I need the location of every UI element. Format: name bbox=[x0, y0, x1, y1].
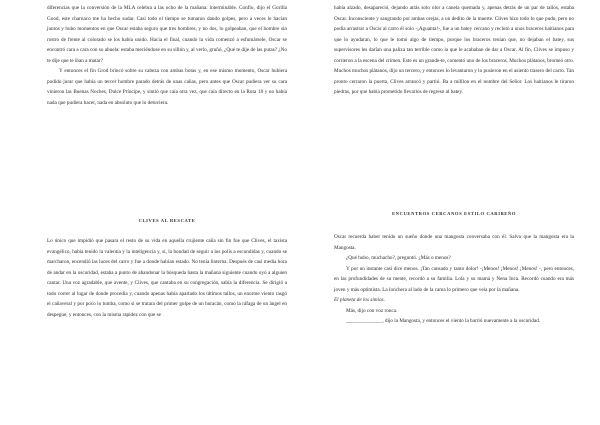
left-page bbox=[47, 3, 287, 108]
paragraph: Más, dijo con voz ronca. bbox=[346, 307, 398, 314]
right-page bbox=[334, 3, 574, 98]
paragraph: diferencias que la conversión de la MLA celebra a las ocho de la mañana: intermináble. Confio, dijo el Gorilla Good, este charnaco me ha hecho sudar. Casi todo el tiempo se tumaron dando golpes, pero a veces le hacían juntos y hubo momentos en que Oscar estaba seguro que tres hombres, y no dos, lo golpeaban, que el hombre sin rostro de frente al colorado se los había unido. Hacia el final, cuando la vida comenzó a esfumársele, Oscar se encontró cara a cara con su abuela: estaba meciéndose en su sillón y, al verlo, gruñó, ¿Qué te dije de las putas? ¿No te dije que te iban a matar? bbox=[47, 5, 287, 64]
paragraph: Lo único que impidió que pasara el resto de su vida en aquella crujiente caña sin fin fue que Clives, el taxista evangélico, había tenido la valentía y la inteligencia y, sí, la bondad de seguir a los polis a escondidas y, cuando se marcharon, encendió las luces del carro y fue a donde habían estado. No tenía linterna. Después de casi media hora de andar en la oscuridad, estaba a punto de abandonar la búsqueda hasta la mañana siguiente cuando oyó a alguien cantar. Una voz agradable, que avente, y Clives, que cantaba en su congregación, sabía la diferencia. Se dirigió a todo correr al lugar de donde procedía y, cuando apenas había apartado los últimos tallos, un enorme viento rasgó el cañaveral y por poco lo tumba, como si se tratara del primer golpe de un huracán, como la ráfaga de un ángel en despegue, y entonces, con la misma rapidez con que se bbox=[47, 238, 287, 318]
left-page-lower bbox=[47, 236, 287, 320]
section-heading: CLIVES AL RESCATE bbox=[138, 218, 196, 223]
paragraph: Y por un instante casi dice menos. ¡Tan cansado y tanto dolor! -¡Menos! ¡Menos! ¡Menos! -, pero entonces, en las profundidades de su mente, recordó a su familia. Lola y su mamá y Nena Inca. Recordó cuando era más joven y más optimista. La lonchera al lado de la cama lo primero que veía por la mañana. bbox=[334, 265, 574, 293]
section-heading: ENCUENTROS CERCANOS ESTILO CARIBEÑO bbox=[392, 211, 516, 216]
paragraph: Oscar recuerda haber tenido un sueño donde una mangosta conversaba con él. Salvo que la mangosta era la Mangosta. bbox=[334, 234, 574, 251]
italic-title: El planeta de los simios. bbox=[334, 297, 385, 303]
right-page-lower bbox=[334, 232, 574, 327]
paragraph: había alzado, desapareció, dejando atrás solo olor a canela quemada y, apenas detrás de un par de tallos, estaba Oscar. Inconsciente y sangrando por ambas orejas, a un dedito de la muerte. Clives hizo todo lo que pudo, pero no podía arrastrar a Oscar al carro él solo -¡Aguanta!-, fue a un batey cercano y reclutó a unos braceros haitianos para que lo ayudaran, lo que le tomó algo de tiempo, porque los braceros tenían que, no dejaban el batey, sus supervisores les darían una paliza tan terrible como la que le acababan de dar a Oscar. Al fin, Clives se impuso y corrieron a la escena del crimen. Este es un grande-te, comentó uno de los braceros. Muchos plátanos, bromeó otro. Muchos muchos plátanos, dijo un tercero, y entonces lo levantaron y lo pusieron en el asiento trasero del carro. Tan pronto cerraron la puerta, Clives arrancó y partió. Ba a milllon en el nombre del Señor. Los haitianos le tiraron piedras, por que había prometido llevarlos de regreso al batey. bbox=[334, 5, 574, 95]
paragraph: ______________, dijo la Mangosta, y entonces el viento la barrió nuevamente a la oscuridad. bbox=[346, 318, 541, 324]
paragraph bbox=[334, 295, 574, 306]
paragraph: ¿Qué hubo, muchacho?, preguntó. ¿Más o menos? bbox=[346, 255, 451, 261]
paragraph: Y entonces el fin Grod brincó sobre su cabeza con ambas botas y, en ese mismo momento, Oscar hubiera podido jurar que había un tercer hombre parado detrás de unas cañas, pero antes que Oscar pudiera ver su cara vinieron las Buenas Noches, Dulce Príncipe, y sintió que caía otra vez, que caía directo en la Ruta 18 y no había nada que pudiera hacer, nada en absoluto que lo detuviera. bbox=[47, 68, 287, 106]
